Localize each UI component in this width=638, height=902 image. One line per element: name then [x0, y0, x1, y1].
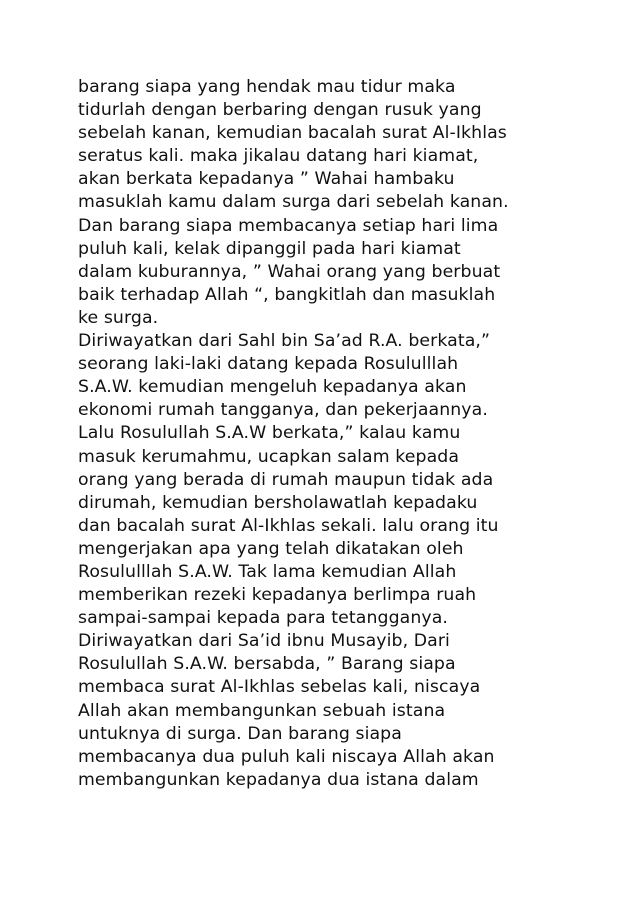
- text-line: akan berkata kepadanya ” Wahai hambaku: [78, 169, 455, 190]
- text-line: membacanya dua puluh kali niscaya Allah akan: [78, 746, 495, 767]
- text-line: seorang laki-laki datang kepada Rosululllah: [78, 354, 459, 375]
- text-line: membangunkan kepadanya dua istana dalam: [78, 769, 479, 790]
- text-line: ke surga.: [78, 307, 159, 328]
- text-line: mengerjakan apa yang telah dikatakan oleh: [78, 538, 464, 559]
- text-line: orang yang berada di rumah maupun tidak ada: [78, 469, 494, 490]
- text-line: tidurlah dengan berbaring dengan rusuk yang: [78, 100, 482, 121]
- text-line: membaca surat Al-Ikhlas sebelas kali, niscaya: [78, 677, 481, 698]
- text-line: Diriwayatkan dari Sa’id ibnu Musayib, Dari: [78, 631, 450, 652]
- text-line: puluh kali, kelak dipanggil pada hari kiamat: [78, 238, 461, 259]
- text-line: masuk kerumahmu, ucapkan salam kepada: [78, 446, 460, 467]
- text-line: memberikan rezeki kepadanya berlimpa ruah: [78, 585, 477, 606]
- text-line: barang siapa yang hendak mau tidur maka: [78, 77, 456, 97]
- text-line: ekonomi rumah tangganya, dan pekerjaannya.: [78, 400, 488, 421]
- text-line: Lalu Rosulullah S.A.W berkata,” kalau kamu: [78, 423, 461, 444]
- text-line: baik terhadap Allah “, bangkitlah dan masuklah: [78, 284, 496, 305]
- text-line: Rosulullah S.A.W. bersabda, ” Barang siapa: [78, 654, 456, 675]
- text-line: Rosululllah S.A.W. Tak lama kemudian Allah: [78, 561, 457, 582]
- text-line: Dan barang siapa membacanya setiap hari lima: [78, 215, 499, 236]
- text-line: sebelah kanan, kemudian bacalah surat Al-Ikhlas: [78, 123, 507, 144]
- text-line: dan bacalah surat Al-Ikhlas sekali. lalu orang itu: [78, 515, 499, 536]
- text-line: Diriwayatkan dari Sahl bin Sa’ad R.A. berkata,”: [78, 331, 491, 352]
- body-text: [78, 76, 578, 792]
- text-line: dirumah, kemudian bersholawatlah kepadaku: [78, 492, 478, 513]
- text-line: S.A.W. kemudian mengeluh kepadanya akan: [78, 377, 467, 398]
- text-line: dalam kuburannya, ” Wahai orang yang berbuat: [78, 261, 501, 282]
- text-line: seratus kali. maka jikalau datang hari kiamat,: [78, 146, 479, 167]
- text-line: sampai-sampai kepada para tetangganya.: [78, 608, 449, 629]
- text-line: masuklah kamu dalam surga dari sebelah kanan.: [78, 192, 509, 213]
- text-line: Allah akan membangunkan sebuah istana: [78, 700, 446, 721]
- text-line: untuknya di surga. Dan barang siapa: [78, 723, 402, 744]
